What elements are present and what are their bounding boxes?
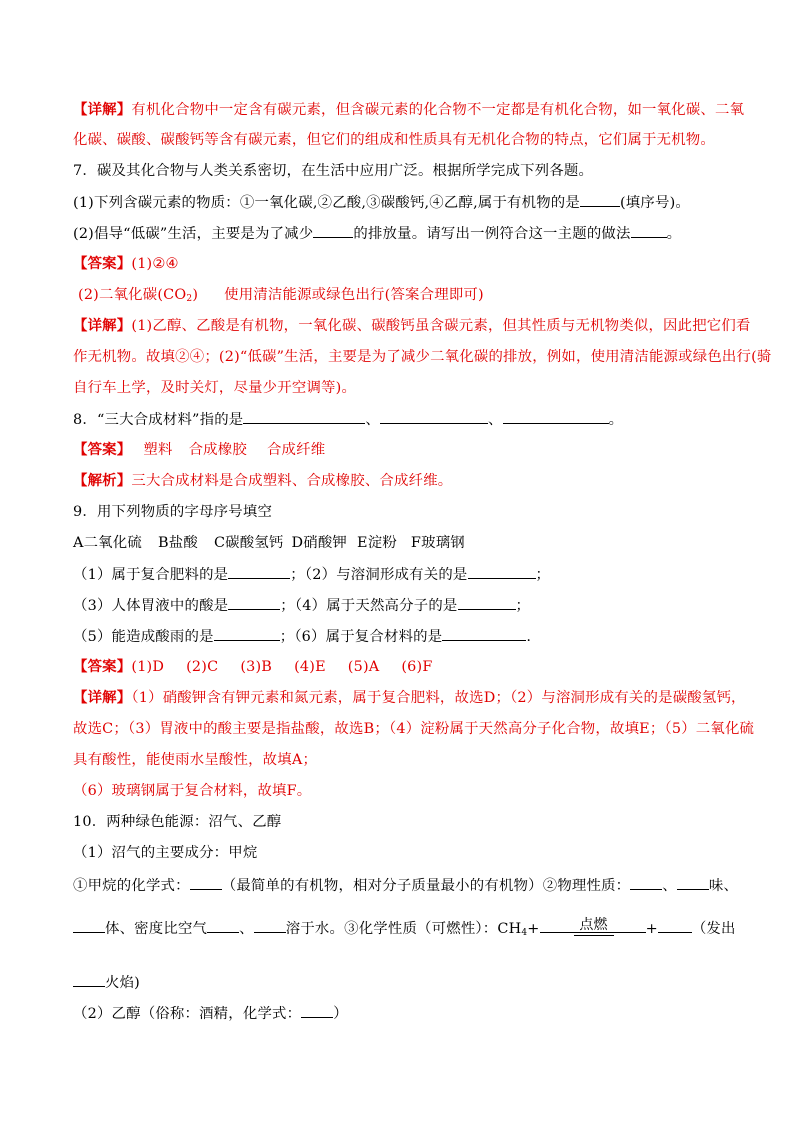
answer-blank[interactable] xyxy=(540,918,574,933)
answer-blank[interactable] xyxy=(503,409,609,424)
detail-tag: 【详解】 xyxy=(73,689,132,706)
answer-blank[interactable] xyxy=(630,875,662,890)
question-7-part-1: (1)下列含碳元素的物质：①一氧化碳,②乙酸,③碳酸钙,④乙醇,属于有机物的是 (填序号)。 xyxy=(73,192,690,213)
analysis-tag: 【解析】 xyxy=(73,472,132,489)
detail-tag: 【详解】 xyxy=(73,101,132,118)
detail-text-line: 化碳、碳酸、碳酸钙等含有碳元素，但它们的组成和性质具有无机化合物的特点，它们属于无机物。 xyxy=(73,132,715,148)
question-10-methane-line-1: ①甲烷的化学式： （最简单的有机物，相对分子质量最小的有机物）②物理性质： 、 味、 xyxy=(73,875,738,896)
answer-paragraph: 【答案】 塑料 合成橡胶 合成纤维 xyxy=(73,441,326,458)
analysis-paragraph: 【解析】三大合成材料是合成塑料、合成橡胶、合成纤维。 xyxy=(73,472,453,489)
answer-blank[interactable] xyxy=(73,918,105,933)
detail-text-line: 自行车上学，及时关灯，尽量少开空调等)。 xyxy=(73,380,357,396)
answer-blank[interactable] xyxy=(73,972,105,987)
detail-text-line: （6）玻璃钢属于复合材料，故填F。 xyxy=(73,783,312,799)
answer-blank[interactable] xyxy=(677,875,709,890)
answer-blank[interactable] xyxy=(631,223,667,238)
answer-blank[interactable] xyxy=(442,626,526,641)
answer-blank[interactable] xyxy=(458,595,516,610)
detail-paragraph: 【详解】(1)乙醇、乙酸是有机物，一氧化碳、碳酸钙虽含碳元素，但其性质与无机物类似，因此把它们看 xyxy=(73,317,751,334)
answer-blank[interactable] xyxy=(658,918,692,933)
detail-text: 有机化合物中一定含有碳元素，但含碳元素的化合物不一定都是有机化合物，如一氧化碳、二氧 xyxy=(131,102,745,118)
answer-line: (2)二氧化碳$(CO_2)$ 使用清洁能源或绿色出行(答案合理即可) xyxy=(78,287,484,304)
detail-paragraph xyxy=(73,100,744,120)
question-7: 7．碳及其化合物与人类关系密切，在生活中应用广泛。根据所学完成下列各题。 xyxy=(73,163,594,179)
question-9-row-1: （1）属于复合肥料的是 ；（2）与溶洞形成有关的是 ； xyxy=(73,564,550,585)
question-10-part-1: （1）沼气的主要成分：甲烷 xyxy=(73,845,258,861)
detail-tag: 【详解】 xyxy=(73,317,132,334)
answer-blank[interactable] xyxy=(313,223,353,238)
answer-blank[interactable] xyxy=(468,564,536,579)
question-9-options: A二氧化硫 B盐酸 C碳酸氢钙 D硝酸钾 E淀粉 F玻璃钢 xyxy=(73,535,465,551)
question-9-row-2: （3）人体胃液中的酸是 ；（4）属于天然高分子的是 ； xyxy=(73,595,530,616)
question-9: 9．用下列物质的字母序号填空 xyxy=(73,504,273,520)
answer-blank[interactable] xyxy=(580,192,620,207)
detail-paragraph: 【详解】（1）硝酸钾含有钾元素和氮元素，属于复合肥料，故选D；（2）与溶洞形成有关的是碳酸氢钙， xyxy=(73,689,746,706)
question-10-flame-line: 火焰) xyxy=(73,972,140,993)
detail-text-line: 具有酸性，能使雨水呈酸性，故填A； xyxy=(73,752,318,768)
answer-blank[interactable] xyxy=(380,409,488,424)
answer-blank[interactable] xyxy=(301,1003,333,1018)
answer-blank[interactable] xyxy=(228,595,280,610)
question-7-part-2: (2)倡导“低碳”生活，主要是为了减少 的排放量。请写出一例符合这一主题的做法 。 xyxy=(73,223,681,244)
answer-blank[interactable] xyxy=(243,409,365,424)
question-10: 10．两种绿色能源：沼气、乙醇 xyxy=(73,814,282,830)
answer-tag: 【答案】 xyxy=(73,441,132,458)
question-10-methane-line-2: 体、密度比空气 、 溶于水。③化学性质（可燃性）：$CH_4+$ 点燃 + （发出 xyxy=(73,918,736,943)
question-10-part-2: （2）乙醇（俗称：酒精，化学式： ） xyxy=(73,1003,348,1024)
answer-blank[interactable] xyxy=(207,918,239,933)
answer-blank[interactable] xyxy=(214,626,280,641)
answer-paragraph: 【答案】(1)②④ xyxy=(73,255,179,272)
answer-paragraph: 【答案】(1)D (2)C (3)B (4)E (5)A (6)F xyxy=(73,658,433,675)
answer-blank[interactable] xyxy=(614,918,646,933)
question-8: 8．“三大合成材料”指的是 、 、 。 xyxy=(73,409,623,430)
answer-blank[interactable] xyxy=(254,918,286,933)
question-9-row-3: （5）能造成酸雨的是 ；（6）属于复合材料的是 . xyxy=(73,626,531,647)
answer-blank[interactable] xyxy=(190,875,222,890)
answer-tag: 【答案】 xyxy=(73,255,132,272)
detail-text-line: 故选C；（3）胃液中的酸主要是指盐酸，故选B；（4）淀粉属于天然高分子化合物，故填E；（5）二氧化硫 xyxy=(73,721,755,737)
answer-tag: 【答案】 xyxy=(73,658,132,675)
detail-text-line: 作无机物。故填②④；(2)“低碳”生活，主要是为了减少二氧化碳的排放，例如，使用清洁能源或绿色出行(骑 xyxy=(73,349,772,365)
answer-blank[interactable] xyxy=(228,564,290,579)
